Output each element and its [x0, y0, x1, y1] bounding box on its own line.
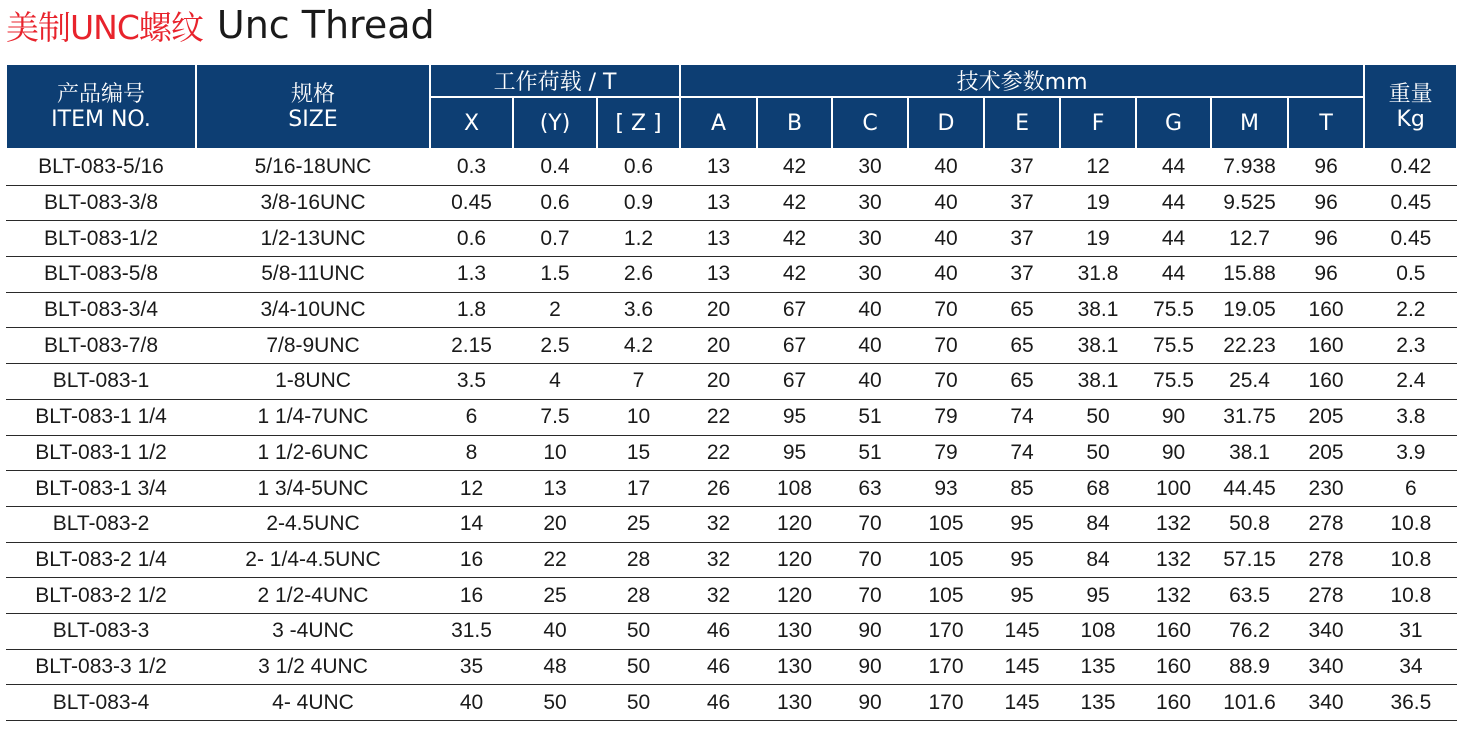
- table-row: [6, 364, 1457, 400]
- cell-load-x: 16: [430, 542, 513, 578]
- cell-load-x: 16: [430, 578, 513, 614]
- cell-item-no: BLT-083-1/2: [6, 221, 196, 257]
- cell-c: 90: [832, 613, 908, 649]
- cell-m: 15.88: [1211, 257, 1288, 293]
- table-row: [6, 292, 1457, 328]
- cell-t: 96: [1288, 221, 1364, 257]
- cell-load-z: 10: [597, 399, 680, 435]
- table-row: [6, 542, 1457, 578]
- table-row: [6, 471, 1457, 507]
- cell-g: 160: [1136, 649, 1211, 685]
- cell-f: 108: [1060, 613, 1136, 649]
- cell-m: 88.9: [1211, 649, 1288, 685]
- page-title: [6, 0, 435, 50]
- cell-item-no: BLT-083-2 1/4: [6, 542, 196, 578]
- cell-t: 96: [1288, 257, 1364, 293]
- cell-load-x: 1.3: [430, 257, 513, 293]
- cell-weight: 6: [1364, 471, 1457, 507]
- cell-m: 22.23: [1211, 328, 1288, 364]
- cell-m: 50.8: [1211, 506, 1288, 542]
- cell-load-y: 50: [513, 685, 597, 721]
- cell-d: 93: [908, 471, 984, 507]
- cell-size: 2-4.5UNC: [196, 506, 430, 542]
- cell-item-no: BLT-083-4: [6, 685, 196, 721]
- cell-load-z: 4.2: [597, 328, 680, 364]
- cell-b: 108: [757, 471, 832, 507]
- cell-load-y: 20: [513, 506, 597, 542]
- cell-f: 68: [1060, 471, 1136, 507]
- cell-size: 5/8-11UNC: [196, 257, 430, 293]
- cell-weight: 0.45: [1364, 185, 1457, 221]
- table-row: [6, 257, 1457, 293]
- cell-c: 40: [832, 364, 908, 400]
- cell-weight: 36.5: [1364, 685, 1457, 721]
- cell-m: 12.7: [1211, 221, 1288, 257]
- cell-g: 160: [1136, 613, 1211, 649]
- cell-d: 70: [908, 292, 984, 328]
- cell-t: 340: [1288, 685, 1364, 721]
- cell-size: 3/4-10UNC: [196, 292, 430, 328]
- cell-load-y: 10: [513, 435, 597, 471]
- cell-b: 42: [757, 257, 832, 293]
- cell-load-y: 22: [513, 542, 597, 578]
- cell-load-y: 4: [513, 364, 597, 400]
- cell-g: 75.5: [1136, 292, 1211, 328]
- cell-weight: 34: [1364, 649, 1457, 685]
- cell-load-y: 13: [513, 471, 597, 507]
- cell-item-no: BLT-083-1: [6, 364, 196, 400]
- cell-e: 65: [984, 364, 1060, 400]
- cell-e: 74: [984, 435, 1060, 471]
- cell-weight: 3.9: [1364, 435, 1457, 471]
- table-row: [6, 221, 1457, 257]
- cell-a: 22: [680, 399, 757, 435]
- cell-b: 120: [757, 578, 832, 614]
- cell-m: 101.6: [1211, 685, 1288, 721]
- cell-m: 19.05: [1211, 292, 1288, 328]
- cell-d: 40: [908, 149, 984, 185]
- cell-f: 84: [1060, 506, 1136, 542]
- cell-a: 32: [680, 542, 757, 578]
- cell-weight: 10.8: [1364, 506, 1457, 542]
- cell-c: 30: [832, 257, 908, 293]
- cell-weight: 10.8: [1364, 542, 1457, 578]
- cell-size: 3 1/2 4UNC: [196, 649, 430, 685]
- cell-e: 37: [984, 221, 1060, 257]
- cell-f: 95: [1060, 578, 1136, 614]
- cell-e: 95: [984, 506, 1060, 542]
- cell-g: 75.5: [1136, 328, 1211, 364]
- cell-e: 37: [984, 149, 1060, 185]
- cell-f: 84: [1060, 542, 1136, 578]
- cell-t: 340: [1288, 649, 1364, 685]
- cell-load-x: 2.15: [430, 328, 513, 364]
- cell-item-no: BLT-083-2 1/2: [6, 578, 196, 614]
- header-col-a: A: [680, 97, 757, 149]
- header-col-x: X: [430, 97, 513, 149]
- cell-a: 32: [680, 506, 757, 542]
- cell-size: 1-8UNC: [196, 364, 430, 400]
- cell-e: 95: [984, 542, 1060, 578]
- cell-item-no: BLT-083-1 3/4: [6, 471, 196, 507]
- cell-m: 57.15: [1211, 542, 1288, 578]
- cell-a: 20: [680, 364, 757, 400]
- cell-c: 70: [832, 578, 908, 614]
- cell-a: 46: [680, 649, 757, 685]
- cell-load-y: 2: [513, 292, 597, 328]
- table-row: [6, 649, 1457, 685]
- title-chinese: 美制UNC螺纹: [6, 7, 203, 47]
- cell-size: 3 -4UNC: [196, 613, 430, 649]
- cell-a: 20: [680, 328, 757, 364]
- cell-load-y: 0.6: [513, 185, 597, 221]
- cell-weight: 2.4: [1364, 364, 1457, 400]
- cell-d: 105: [908, 578, 984, 614]
- cell-size: 1 3/4-5UNC: [196, 471, 430, 507]
- header-col-m: M: [1211, 97, 1288, 149]
- cell-d: 79: [908, 435, 984, 471]
- cell-m: 25.4: [1211, 364, 1288, 400]
- cell-t: 160: [1288, 364, 1364, 400]
- cell-g: 90: [1136, 435, 1211, 471]
- cell-item-no: BLT-083-2: [6, 506, 196, 542]
- table-row: [6, 185, 1457, 221]
- cell-d: 170: [908, 613, 984, 649]
- cell-m: 7.938: [1211, 149, 1288, 185]
- cell-size: 2 1/2-4UNC: [196, 578, 430, 614]
- cell-c: 90: [832, 685, 908, 721]
- cell-m: 31.75: [1211, 399, 1288, 435]
- cell-load-y: 1.5: [513, 257, 597, 293]
- table-row: [6, 435, 1457, 471]
- cell-b: 95: [757, 435, 832, 471]
- cell-a: 32: [680, 578, 757, 614]
- header-col-g: G: [1136, 97, 1211, 149]
- cell-c: 30: [832, 185, 908, 221]
- cell-weight: 31: [1364, 613, 1457, 649]
- table-row: [6, 399, 1457, 435]
- cell-a: 13: [680, 257, 757, 293]
- cell-load-x: 40: [430, 685, 513, 721]
- cell-load-z: 2.6: [597, 257, 680, 293]
- cell-c: 51: [832, 435, 908, 471]
- cell-d: 105: [908, 506, 984, 542]
- cell-size: 4- 4UNC: [196, 685, 430, 721]
- cell-load-x: 8: [430, 435, 513, 471]
- cell-e: 85: [984, 471, 1060, 507]
- header-col-z: [ Z ]: [597, 97, 680, 149]
- table-row: [6, 685, 1457, 721]
- cell-item-no: BLT-083-7/8: [6, 328, 196, 364]
- table-row: [6, 506, 1457, 542]
- cell-weight: 2.3: [1364, 328, 1457, 364]
- header-col-y: (Y): [513, 97, 597, 149]
- cell-d: 105: [908, 542, 984, 578]
- cell-load-y: 48: [513, 649, 597, 685]
- cell-a: 22: [680, 435, 757, 471]
- cell-f: 135: [1060, 685, 1136, 721]
- cell-c: 90: [832, 649, 908, 685]
- cell-b: 42: [757, 185, 832, 221]
- cell-t: 230: [1288, 471, 1364, 507]
- cell-load-y: 25: [513, 578, 597, 614]
- cell-size: 2- 1/4-4.5UNC: [196, 542, 430, 578]
- cell-g: 44: [1136, 257, 1211, 293]
- cell-a: 13: [680, 149, 757, 185]
- cell-f: 19: [1060, 185, 1136, 221]
- header-col-d: D: [908, 97, 984, 149]
- cell-t: 96: [1288, 185, 1364, 221]
- cell-c: 70: [832, 542, 908, 578]
- header-col-f: F: [1060, 97, 1136, 149]
- cell-weight: 0.42: [1364, 149, 1457, 185]
- cell-b: 67: [757, 364, 832, 400]
- cell-load-z: 15: [597, 435, 680, 471]
- cell-size: 1 1/4-7UNC: [196, 399, 430, 435]
- cell-m: 63.5: [1211, 578, 1288, 614]
- cell-g: 100: [1136, 471, 1211, 507]
- cell-load-x: 6: [430, 399, 513, 435]
- cell-a: 46: [680, 685, 757, 721]
- cell-t: 96: [1288, 149, 1364, 185]
- cell-f: 38.1: [1060, 364, 1136, 400]
- cell-e: 37: [984, 257, 1060, 293]
- cell-a: 13: [680, 221, 757, 257]
- cell-a: 26: [680, 471, 757, 507]
- cell-c: 70: [832, 506, 908, 542]
- cell-m: 38.1: [1211, 435, 1288, 471]
- cell-size: 7/8-9UNC: [196, 328, 430, 364]
- cell-load-y: 0.7: [513, 221, 597, 257]
- cell-load-z: 7: [597, 364, 680, 400]
- header-weight: 重量 Kg: [1364, 64, 1457, 149]
- cell-b: 130: [757, 649, 832, 685]
- cell-load-z: 0.9: [597, 185, 680, 221]
- cell-d: 70: [908, 364, 984, 400]
- cell-c: 30: [832, 221, 908, 257]
- cell-load-z: 50: [597, 685, 680, 721]
- cell-b: 130: [757, 613, 832, 649]
- cell-f: 50: [1060, 399, 1136, 435]
- cell-g: 132: [1136, 506, 1211, 542]
- cell-load-x: 35: [430, 649, 513, 685]
- cell-load-x: 0.3: [430, 149, 513, 185]
- cell-c: 40: [832, 292, 908, 328]
- cell-g: 44: [1136, 221, 1211, 257]
- cell-e: 95: [984, 578, 1060, 614]
- cell-t: 160: [1288, 328, 1364, 364]
- cell-weight: 2.2: [1364, 292, 1457, 328]
- cell-e: 145: [984, 613, 1060, 649]
- cell-size: 1/2-13UNC: [196, 221, 430, 257]
- cell-g: 44: [1136, 185, 1211, 221]
- header-col-c: C: [832, 97, 908, 149]
- cell-e: 37: [984, 185, 1060, 221]
- cell-d: 170: [908, 685, 984, 721]
- header-col-t: T: [1288, 97, 1364, 149]
- cell-g: 160: [1136, 685, 1211, 721]
- cell-t: 278: [1288, 542, 1364, 578]
- cell-t: 278: [1288, 578, 1364, 614]
- cell-f: 135: [1060, 649, 1136, 685]
- cell-load-z: 28: [597, 578, 680, 614]
- cell-f: 12: [1060, 149, 1136, 185]
- cell-load-x: 14: [430, 506, 513, 542]
- cell-item-no: BLT-083-1 1/4: [6, 399, 196, 435]
- cell-m: 44.45: [1211, 471, 1288, 507]
- cell-g: 75.5: [1136, 364, 1211, 400]
- cell-b: 42: [757, 221, 832, 257]
- header-working-load: 工作荷载 / T: [430, 64, 680, 97]
- header-technical-parameters: 技术参数mm: [680, 64, 1364, 97]
- cell-load-x: 1.8: [430, 292, 513, 328]
- cell-load-z: 28: [597, 542, 680, 578]
- cell-b: 120: [757, 542, 832, 578]
- cell-item-no: BLT-083-3 1/2: [6, 649, 196, 685]
- cell-load-z: 3.6: [597, 292, 680, 328]
- cell-m: 76.2: [1211, 613, 1288, 649]
- cell-t: 340: [1288, 613, 1364, 649]
- cell-item-no: BLT-083-3/8: [6, 185, 196, 221]
- header-col-b: B: [757, 97, 832, 149]
- cell-g: 44: [1136, 149, 1211, 185]
- table-row: [6, 613, 1457, 649]
- cell-e: 65: [984, 328, 1060, 364]
- cell-e: 145: [984, 649, 1060, 685]
- cell-size: 3/8-16UNC: [196, 185, 430, 221]
- spec-table: [5, 63, 1458, 721]
- header-size: 规格 SIZE: [196, 64, 430, 149]
- cell-d: 79: [908, 399, 984, 435]
- cell-c: 51: [832, 399, 908, 435]
- cell-a: 46: [680, 613, 757, 649]
- cell-t: 278: [1288, 506, 1364, 542]
- cell-load-z: 17: [597, 471, 680, 507]
- cell-size: 5/16-18UNC: [196, 149, 430, 185]
- cell-load-z: 0.6: [597, 149, 680, 185]
- cell-f: 31.8: [1060, 257, 1136, 293]
- cell-load-z: 25: [597, 506, 680, 542]
- cell-g: 132: [1136, 542, 1211, 578]
- cell-weight: 0.45: [1364, 221, 1457, 257]
- cell-item-no: BLT-083-5/16: [6, 149, 196, 185]
- header-col-e: E: [984, 97, 1060, 149]
- table-row: [6, 578, 1457, 614]
- cell-weight: 3.8: [1364, 399, 1457, 435]
- cell-d: 40: [908, 221, 984, 257]
- cell-f: 50: [1060, 435, 1136, 471]
- cell-f: 38.1: [1060, 328, 1136, 364]
- cell-load-z: 50: [597, 649, 680, 685]
- cell-load-y: 0.4: [513, 149, 597, 185]
- cell-item-no: BLT-083-3/4: [6, 292, 196, 328]
- cell-size: 1 1/2-6UNC: [196, 435, 430, 471]
- cell-b: 130: [757, 685, 832, 721]
- cell-load-x: 3.5: [430, 364, 513, 400]
- cell-load-x: 0.6: [430, 221, 513, 257]
- cell-b: 42: [757, 149, 832, 185]
- cell-d: 40: [908, 185, 984, 221]
- cell-b: 120: [757, 506, 832, 542]
- cell-load-x: 0.45: [430, 185, 513, 221]
- cell-b: 67: [757, 292, 832, 328]
- cell-e: 65: [984, 292, 1060, 328]
- cell-d: 70: [908, 328, 984, 364]
- cell-weight: 10.8: [1364, 578, 1457, 614]
- cell-t: 205: [1288, 399, 1364, 435]
- table-row: [6, 328, 1457, 364]
- cell-a: 20: [680, 292, 757, 328]
- cell-weight: 0.5: [1364, 257, 1457, 293]
- cell-load-z: 50: [597, 613, 680, 649]
- cell-c: 40: [832, 328, 908, 364]
- title-english: Unc Thread: [216, 3, 435, 47]
- cell-f: 19: [1060, 221, 1136, 257]
- table-header: [6, 64, 1457, 149]
- header-item-no: 产品编号 ITEM NO.: [6, 64, 196, 149]
- cell-load-x: 12: [430, 471, 513, 507]
- cell-b: 95: [757, 399, 832, 435]
- cell-b: 67: [757, 328, 832, 364]
- cell-item-no: BLT-083-1 1/2: [6, 435, 196, 471]
- table-body: [6, 149, 1457, 721]
- cell-item-no: BLT-083-5/8: [6, 257, 196, 293]
- cell-g: 90: [1136, 399, 1211, 435]
- cell-g: 132: [1136, 578, 1211, 614]
- cell-load-y: 40: [513, 613, 597, 649]
- cell-d: 40: [908, 257, 984, 293]
- cell-d: 170: [908, 649, 984, 685]
- cell-a: 13: [680, 185, 757, 221]
- cell-t: 160: [1288, 292, 1364, 328]
- cell-c: 63: [832, 471, 908, 507]
- cell-item-no: BLT-083-3: [6, 613, 196, 649]
- cell-c: 30: [832, 149, 908, 185]
- cell-load-y: 7.5: [513, 399, 597, 435]
- cell-load-z: 1.2: [597, 221, 680, 257]
- cell-e: 145: [984, 685, 1060, 721]
- cell-f: 38.1: [1060, 292, 1136, 328]
- cell-t: 205: [1288, 435, 1364, 471]
- cell-load-x: 31.5: [430, 613, 513, 649]
- cell-m: 9.525: [1211, 185, 1288, 221]
- table-row: [6, 149, 1457, 185]
- cell-e: 74: [984, 399, 1060, 435]
- cell-load-y: 2.5: [513, 328, 597, 364]
